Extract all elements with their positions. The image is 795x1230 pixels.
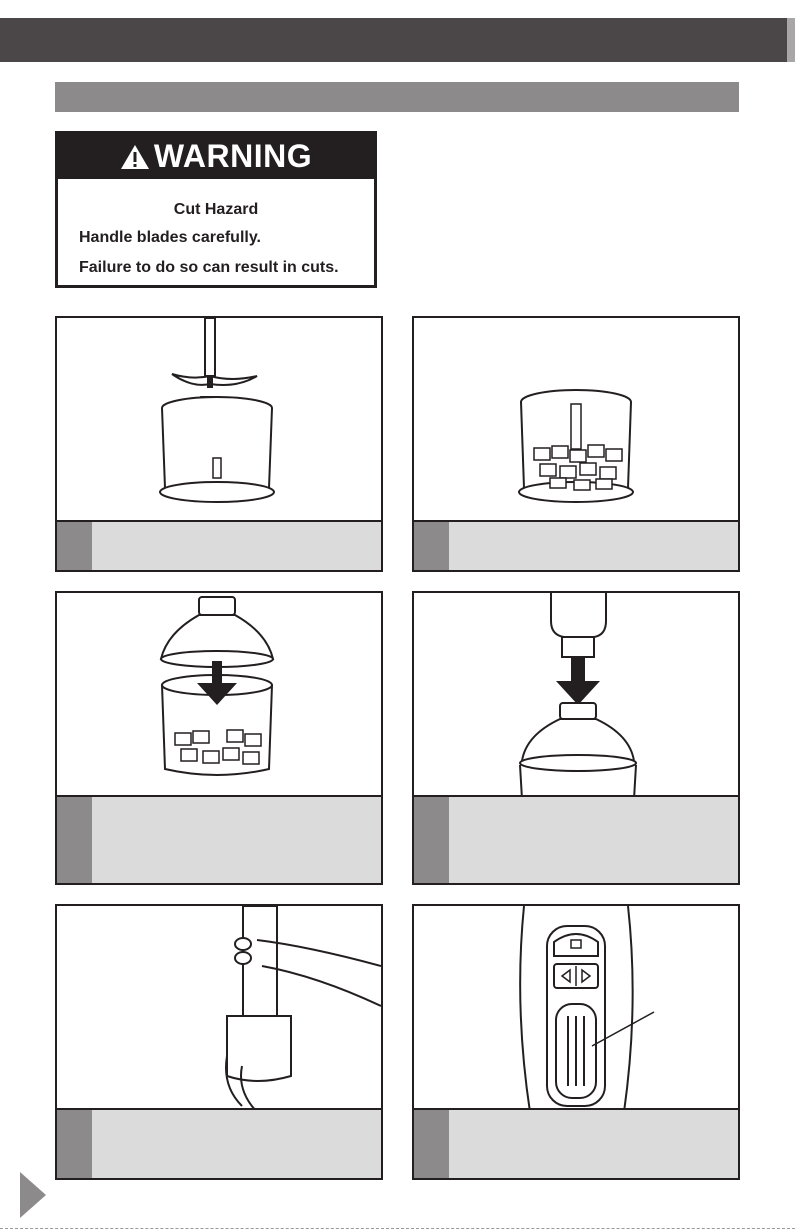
- step-panel-1: [55, 316, 383, 572]
- step-caption-2: [414, 520, 738, 570]
- step-caption-6: [414, 1108, 738, 1178]
- step-caption-1: [57, 520, 381, 570]
- attach-lid-illustration: [57, 593, 381, 799]
- step-number-5: [57, 1110, 92, 1178]
- bowl-with-food-illustration: [414, 318, 738, 522]
- step-number-2: [414, 522, 449, 570]
- attach-motor-illustration: [414, 593, 738, 799]
- warning-title: WARNING: [153, 138, 313, 174]
- warning-line-2: Failure to do so can result in cuts.: [79, 259, 339, 276]
- step-panel-2: [412, 316, 740, 572]
- step-caption-3: [57, 795, 381, 883]
- step-panel-5: [55, 904, 383, 1180]
- step-number-6: [414, 1110, 449, 1178]
- header-bar: [0, 18, 795, 62]
- step-number-1: [57, 522, 92, 570]
- warning-box: [55, 131, 377, 288]
- blade-into-bowl-illustration: [57, 318, 381, 522]
- hold-blender-illustration: [57, 906, 381, 1112]
- step-caption-4: [414, 795, 738, 883]
- warning-header: [58, 134, 374, 179]
- step-panel-6: [412, 904, 740, 1180]
- speed-control-illustration: [414, 906, 738, 1112]
- section-bar: [55, 82, 739, 112]
- header-edge: [787, 18, 795, 62]
- step-number-4: [414, 797, 449, 883]
- step-caption-5: [57, 1108, 381, 1178]
- step-panel-3: [55, 591, 383, 885]
- step-panel-4: [412, 591, 740, 885]
- page-arrow-icon: [20, 1172, 46, 1218]
- step-number-3: [57, 797, 92, 883]
- warning-triangle-icon: [120, 143, 150, 171]
- warning-subtitle: Cut Hazard: [173, 201, 259, 218]
- warning-line-1: Handle blades carefully.: [79, 229, 261, 246]
